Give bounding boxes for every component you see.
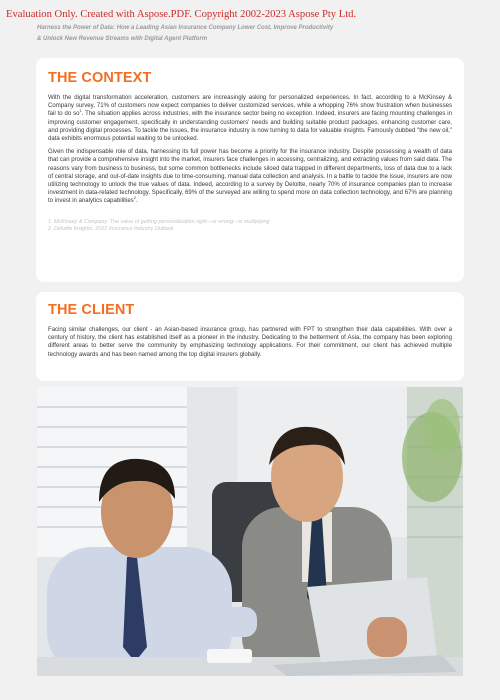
context-paragraph-2-end: . bbox=[135, 198, 138, 205]
context-paragraph-1-text-cont: . The situation applies across industries, with the insurance sector being no exception. Indeed, insurers are facing mounting challenges in improving customer engagement, specifically in understanding customers' needs and building suitable product packages, enhancing customer care, and providing digital processes. To tackle the issues, the insurance industry is now turning to data for valuable insights. Famously dubbed "the new oil," data exhibits enormous potential waiting to be unlocked. bbox=[48, 111, 452, 143]
document-header bbox=[37, 23, 333, 45]
office-photo bbox=[37, 387, 463, 676]
footnote-1: 1. McKinsey & Company. The value of getting personalization right—or wrong—is multiplying bbox=[48, 218, 270, 225]
footnote-ref-2: 2 bbox=[133, 195, 136, 201]
footnote-2: 2. Deloitte Insights. 2022 Insurance Industry Outlook. bbox=[48, 226, 175, 233]
client-paragraph: Facing similar challenges, our client - an Asian-based insurance group, has partnered with FPT to strengthen their data capabilities. With over a century of history, the client has established itself as a pioneer in the industry. Dedicating to the betterment of Asia, the company has been exploring different areas to better serve the community by emphasizing technology applications. For their commitment, our client has achieved multiple technology awards and has been named among the top digital insurers globally. bbox=[48, 327, 452, 358]
context-title: THE CONTEXT bbox=[48, 70, 152, 86]
header-line-2: & Unlock New Revenue Streams with Digital Agent Platform bbox=[37, 36, 208, 42]
context-paragraph-1-text: With the digital transformation acceleration, customers are increasingly asking for personalized experiences. In fact, according to a McKinsey & Company survey, 71% of customers now expect companies to deliver customized services, while a whopping 76% show frustration when businesses fail to do so bbox=[48, 95, 452, 118]
context-paragraph-2 bbox=[48, 148, 452, 205]
context-paragraph-1 bbox=[48, 94, 452, 143]
office-photo-illustration bbox=[37, 387, 463, 676]
watermark: Evaluation Only. Created with Aspose.PDF. Copyright 2002-2023 Aspose Pty Ltd. bbox=[6, 9, 357, 20]
footnote-ref-1: 1 bbox=[79, 108, 82, 114]
context-paragraph-2-text: Given the indispensable role of data, harnessing its full power has become a priority for the insurance industry. Despite possessing a wealth of data that can provide a comprehensive insight into the market, insurers face challenges in accessing, centralizing, and extracting values from said data. The reasons vary from business to business, but some common bottlenecks include siloed data trapped in different departments, loss of data due to a lack of central storage, and out-of-date insights due to time-consuming, manual data collection and analysis. In a battle to tackle the issue, insurers are now utilizing technology to unlock the true values of data. Indeed, according to a survey by Deloitte, nearly 70% of insurance companies plan to increase investment in data-related technology. Specifically, 69% of the surveyed are willing to spend more on data collection technology, and 67% are planning to invest in analytics capabilities bbox=[48, 149, 452, 205]
header-line-1: Harness the Power of Data: How a Leading Asian Insurance Company Lower Cost, Improve Productivity bbox=[37, 25, 334, 31]
client-section bbox=[36, 292, 464, 381]
context-section bbox=[36, 58, 464, 282]
client-title: THE CLIENT bbox=[48, 302, 135, 318]
footnotes bbox=[48, 219, 452, 234]
